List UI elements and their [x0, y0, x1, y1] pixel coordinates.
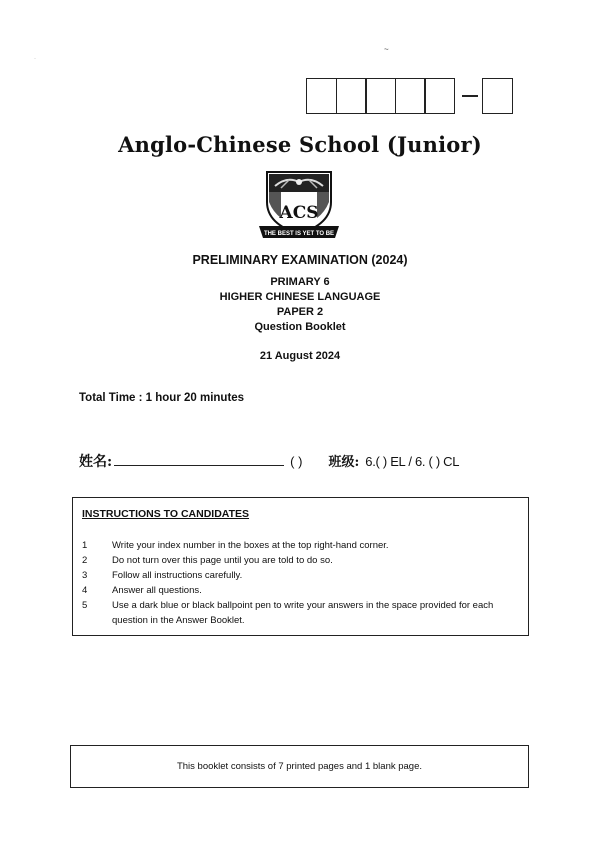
exam-title: PRELIMINARY EXAMINATION (2024)	[192, 253, 408, 267]
exam-booklet: Question Booklet	[254, 321, 346, 333]
crest-motto: THE BEST IS YET TO BE	[263, 231, 335, 237]
instruction-number: 4	[82, 585, 88, 596]
class-label: 班级:	[328, 455, 360, 470]
scan-speck: ·	[34, 56, 36, 62]
school-name: Anglo-Chinese School (Junior)	[118, 132, 482, 157]
instruction-text: Do not turn over this page until you are told to do so.	[112, 555, 333, 566]
instruction-text: Write your index number in the boxes at the top right-hand corner.	[112, 540, 389, 551]
instruction-text: Follow all instructions carefully.	[112, 570, 243, 581]
page-count-text: This booklet consists of 7 printed pages and 1 blank page.	[176, 761, 423, 772]
page-count-box	[70, 745, 529, 788]
exam-paper: PAPER 2	[276, 306, 324, 318]
instruction-number: 1	[82, 540, 88, 551]
exam-level: PRIMARY 6	[270, 276, 330, 288]
index-dash	[462, 95, 478, 97]
name-field[interactable]	[114, 453, 284, 466]
instruction-number: 3	[82, 570, 88, 581]
list-item	[82, 598, 522, 628]
list-item	[82, 568, 522, 583]
instruction-text: Answer all questions.	[112, 585, 202, 596]
instructions-box	[72, 497, 529, 636]
instructions-list	[82, 538, 522, 628]
list-item	[82, 553, 522, 568]
index-box[interactable]	[365, 78, 396, 114]
register-number-field[interactable]: ( )	[290, 454, 303, 469]
index-box[interactable]	[395, 78, 426, 114]
index-number-boxes	[306, 78, 513, 114]
exam-date: 21 August 2024	[259, 350, 341, 362]
instruction-text: Use a dark blue or black ballpoint pen to write your answers in the space provided for each question in the Answer Booklet.	[112, 600, 494, 626]
list-item	[82, 583, 522, 598]
index-box[interactable]	[306, 78, 337, 114]
scan-speck: ~	[384, 45, 389, 54]
list-item	[82, 538, 522, 553]
index-box[interactable]	[336, 78, 367, 114]
total-time: Total Time : 1 hour 20 minutes	[79, 392, 245, 404]
instructions-heading: INSTRUCTIONS TO CANDIDATES	[82, 508, 250, 520]
name-label: 姓名:	[79, 454, 113, 470]
crest-initials: ACS	[279, 203, 319, 223]
instruction-number: 2	[82, 555, 88, 566]
school-crest-icon	[259, 168, 339, 247]
index-box-class[interactable]	[482, 78, 513, 114]
class-field[interactable]: 6.( ) EL / 6. ( ) CL	[365, 454, 460, 469]
name-class-row	[79, 451, 459, 471]
exam-subject: HIGHER CHINESE LANGUAGE	[219, 291, 381, 303]
instruction-number: 5	[82, 600, 88, 611]
index-box[interactable]	[424, 78, 455, 114]
